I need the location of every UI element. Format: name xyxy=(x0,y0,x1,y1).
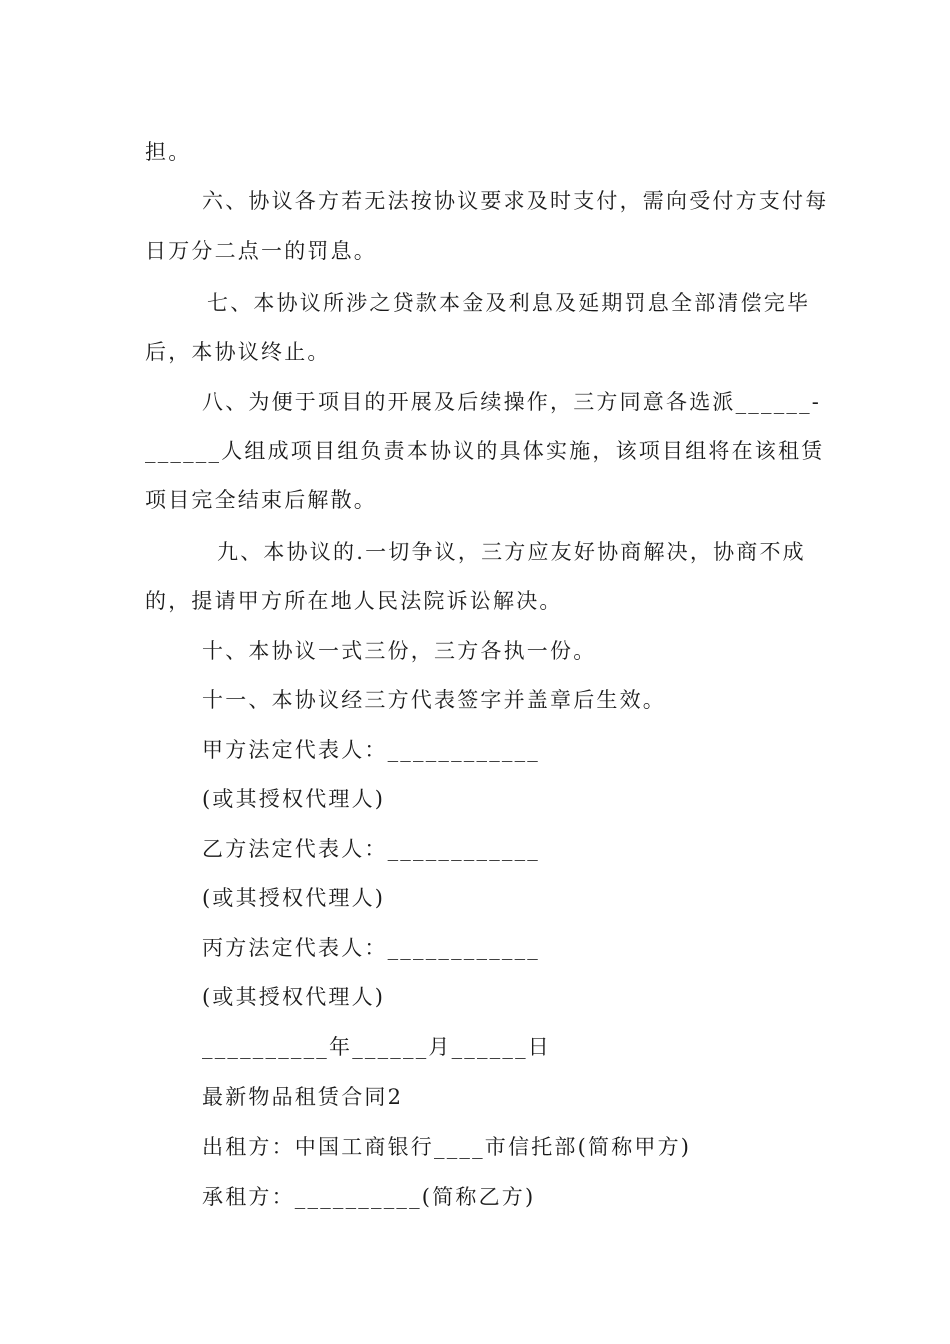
party-b-signature-line: 乙方法定代表人：____________ xyxy=(202,837,540,861)
clause-11: 十一、本协议经三方代表签字并盖章后生效。 xyxy=(202,688,666,712)
clause-8-line-3: 项目完全结束后解散。 xyxy=(145,488,377,512)
party-a-agent-note: (或其授权代理人) xyxy=(202,787,386,811)
lessee-line: 承租方：__________(简称乙方) xyxy=(202,1185,536,1209)
date-line: __________年______月______日 xyxy=(202,1035,551,1059)
clause-7-line-1: 七、本协议所涉之贷款本金及利息及延期罚息全部清偿完毕 xyxy=(207,291,811,315)
clause-6-line-1: 六、协议各方若无法按协议要求及时支付，需向受付方支付每 xyxy=(202,189,829,213)
clause-7-line-2: 后，本协议终止。 xyxy=(145,340,331,364)
party-c-agent-note: (或其授权代理人) xyxy=(202,985,386,1009)
clause-6-line-2: 日万分二点一的罚息。 xyxy=(145,239,377,263)
clause-9-line-1: 九、本协议的.一切争议，三方应友好协商解决，协商不成 xyxy=(217,540,806,564)
party-a-signature-line: 甲方法定代表人：____________ xyxy=(202,738,540,762)
party-b-agent-note: (或其授权代理人) xyxy=(202,886,386,910)
party-c-signature-line: 丙方法定代表人：____________ xyxy=(202,936,540,960)
section-title: 最新物品租赁合同2 xyxy=(202,1085,404,1109)
paragraph-line: 担。 xyxy=(145,140,192,164)
clause-8-line-2: ______人组成项目组负责本协议的具体实施，该项目组将在该租赁 xyxy=(145,439,825,463)
clause-8-line-1: 八、为便于项目的开展及后续操作，三方同意各选派______- xyxy=(202,390,822,414)
clause-9-line-2: 的，提请甲方所在地人民法院诉讼解决。 xyxy=(145,589,563,613)
clause-10: 十、本协议一式三份，三方各执一份。 xyxy=(202,639,597,663)
lessor-line: 出租方：中国工商银行____市信托部(简称甲方) xyxy=(202,1135,692,1159)
